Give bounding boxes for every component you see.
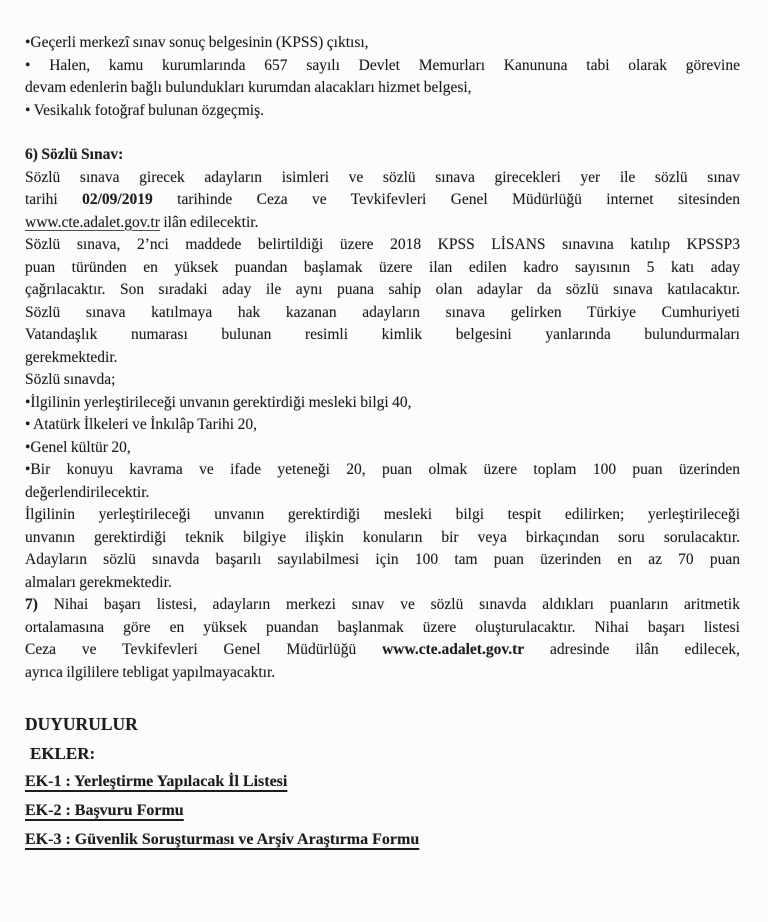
text-line (25, 279, 740, 302)
text-line (25, 392, 740, 415)
text-run: tarihi (25, 191, 83, 208)
attachments-list (25, 771, 740, 858)
text-line (25, 369, 740, 392)
text-run: ilân edilecektir. (159, 213, 259, 231)
text-run: Sözlü sınava katılmaya hak kazanan adayların sınava gelirken Türkiye Cumhuriyeti (25, 303, 740, 321)
text-line (25, 617, 740, 640)
text-line (25, 257, 740, 280)
text-line (25, 347, 740, 370)
requirements-list (25, 32, 740, 122)
text-line (25, 504, 740, 527)
oral-exam-criteria-list (25, 392, 740, 505)
text-run: •İlgilinin yerleştirileceği unvanın gerektirdiği mesleki bilgi 40, (25, 393, 412, 411)
text-run: • Vesikalık fotoğraf bulunan özgeçmiş. (25, 101, 264, 119)
text-run: devam edenlerin bağlı bulundukları kurumdan alacakları hizmet belgesi, (25, 79, 472, 96)
text-run: gerekmektedir. (25, 348, 118, 366)
text-line (25, 100, 740, 123)
text-line (25, 572, 740, 595)
text-line (25, 144, 740, 167)
text-run: İlgilinin yerleştirileceği unvanın gerektirdiği mesleki bilgi tespit edilirken; yerleştirileceği (25, 506, 740, 523)
text-run: değerlendirilecektir. (25, 483, 150, 501)
text-line (25, 212, 740, 235)
text-line (25, 414, 740, 437)
text-run: unvanın gerektirdiği teknik bilgiye ilişkin konuların bir veya birkaçından soru sorulacaktır. (25, 528, 740, 546)
text-run: Vatandaşlık numarası bulunan resimli kimlik belgesini yanlarında bulundurmaları (25, 326, 740, 343)
text-run: •Geçerli merkezî sınav sonuç belgesinin (KPSS) çıktısı, (25, 34, 369, 51)
text-run: çağrılacaktır. Son sıradaki aday ile aynı puana sahip olan adaylar da sözlü sınava katılacaktır. (25, 281, 740, 298)
final-success-list (25, 594, 740, 684)
attachment-ek1-link: EK-1 : Yerleştirme Yapılacak İl Listesi (25, 773, 288, 790)
text-run: puan türünden en yüksek puandan başlamak üzere ilan edilen kadro sayısının 5 katı aday (25, 258, 740, 276)
attachment-ek3-link: EK-3 : Güvenlik Soruşturması ve Arşiv Araştırma Formu (25, 831, 420, 848)
oral-exam-announcement (25, 167, 740, 235)
text-run: Sözlü sınavda; (25, 371, 116, 388)
text-run: almaları gerekmektedir. (25, 573, 172, 591)
text-line (25, 302, 740, 325)
text-run: • Halen, kamu kurumlarında 657 sayılı Devlet Memurları Kanununa tabi olarak görevine (25, 56, 740, 74)
announcement-duyurulur: DUYURULUR (25, 714, 138, 734)
text-line (25, 459, 740, 482)
text-line (25, 639, 740, 662)
section-7-number: 7) (25, 596, 38, 613)
attachment-row (25, 800, 740, 829)
text-run: Nihai başarı listesi, adayların merkezi sınav ve sözlü sınavda aldıkları puanların aritmetik (37, 596, 740, 613)
professional-knowledge-note (25, 504, 740, 549)
passing-score-note (25, 549, 740, 594)
text-run: Sözlü sınava, 2’nci maddede belirtildiği üzere 2018 KPSS LİSANS sınavına katılıp KPSSP3 (25, 236, 740, 253)
text-line (25, 32, 740, 55)
text-run: ayrıca ilgililere tebligat yapılmayacaktır. (25, 663, 276, 681)
text-line (25, 549, 740, 572)
attachment-row (25, 771, 740, 800)
oral-exam-heading (25, 144, 740, 167)
text-run: •Bir konuyu kavrama ve ifade yeteneği 20, puan olmak üzere toplam 100 puan üzerinden (25, 461, 740, 478)
text-line (25, 662, 740, 685)
text-run: Adayların sözlü sınavda başarılı sayılabilmesi için 100 tam puan üzerinden en az 70 puan (25, 551, 740, 568)
text-line (25, 55, 740, 78)
text-line (25, 324, 740, 347)
document-body (25, 32, 740, 684)
text-line (25, 437, 740, 460)
text-line (25, 234, 740, 257)
section-6-title: 6) Sözlü Sınav: (25, 146, 124, 163)
text-run: Ceza ve Tevkifevleri Genel Müdürlüğü (25, 641, 383, 658)
oral-exam-criteria-intro (25, 369, 740, 392)
text-line (25, 77, 740, 100)
text-line (25, 594, 740, 617)
oral-exam-candidate-selection (25, 234, 740, 369)
website-link: www.cte.adalet.gov.tr (25, 213, 160, 231)
text-line (25, 482, 740, 505)
text-line (25, 167, 740, 190)
text-line (25, 189, 740, 212)
text-run: •Genel kültür 20, (25, 438, 131, 456)
attachment-row (25, 829, 740, 858)
text-run: ortalamasına göre en yüksek puandan başlanmak üzere oluşturulacaktır. Nihai başarı listesi (25, 618, 740, 636)
text-run: • Atatürk İlkeleri ve İnkılâp Tarihi 20, (25, 416, 257, 433)
attachment-ek2-link: EK-2 : Başvuru Formu (25, 802, 184, 819)
text-run: adresinde ilân edilecek, (524, 641, 740, 658)
website-link: www.cte.adalet.gov.tr (382, 641, 525, 658)
text-run: Sözlü sınava girecek adayların isimleri ve sözlü sınava girecekleri yer ile sözlü sınav (25, 168, 740, 186)
text-line (25, 527, 740, 550)
text-run: tarihinde Ceza ve Tevkifevleri Genel Müdürlüğü internet sitesinden (152, 191, 740, 208)
exam-date: 02/09/2019 (82, 191, 153, 208)
attachments-heading: EKLER: (30, 744, 96, 763)
